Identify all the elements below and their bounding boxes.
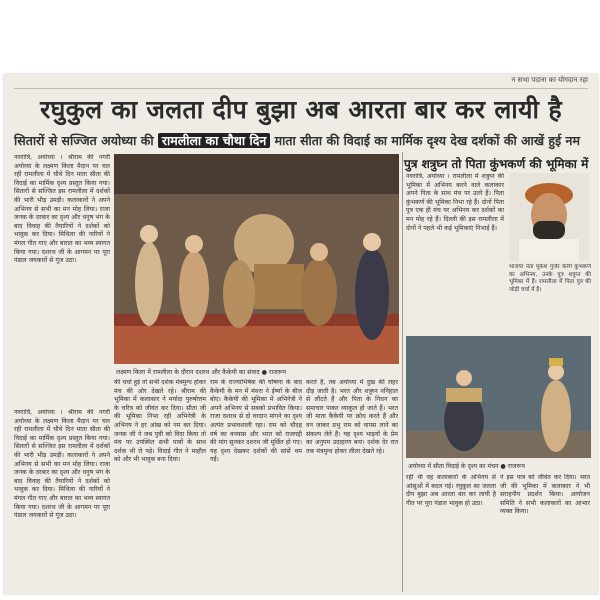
portrait-illustration bbox=[509, 173, 589, 261]
sita-vidai-illustration bbox=[406, 336, 591, 458]
stage-photo bbox=[114, 154, 399, 364]
article-column-5: रही थी वह कलाकारों के अभिनय से आंसुओं में बदल गई। रघुकुल का जलता दीप बुझा अब आरता बार कर लायी है गीत पर पूरा पंडाल भावुक हो उठा। bbox=[406, 474, 496, 507]
sidebar-title: पुत्र शत्रुघ्न तो पिता कुंभकर्ण की भूमिका में bbox=[404, 157, 589, 171]
article-column-2: की चर्चा हुई तो सभी दर्शक मंत्रमुग्ध होकर मंच की ओर देखते रहे। श्रीराम की भूमिका में कलाकार ने मर्यादा पुरुषोत्तम के चरित्र को जीवंत कर दिया। सीता जी की भूमिका निभा रही अभिनेत्री के अभिनय ने हर आंख को नम कर दिया। जनक जी ने जब पुत्री को विदा किया तो मंच पर उपस्थित सभी पात्रों के साथ दर्शक भी रो पड़े। विदाई गीत ने माहौल को और भी भावुक बना दिया। bbox=[114, 379, 206, 464]
subheadline bbox=[14, 132, 588, 149]
subhead-after: माता सीता की विदाई का मार्मिक दृश्य देख दर्शकों की आखें हुई नम bbox=[274, 133, 580, 148]
newspaper-clipping bbox=[4, 74, 598, 594]
article-column-1b: नवरात्रि, अयोध्या । श्रीराम की नगरी अयोध्या के लक्ष्मण किला मैदान पर चल रही रामलीला में चौथे दिन माता सीता की विदाई का मार्मिक दृश्य प्रस्तुत किया गया। सितारों से सज्जित इस रामलीला में दर्शकों की भारी भीड़ उमड़ी। कलाकारों ने अपने अभिनय से सभी का मन मोह लिया। राजा जनक के दरबार का दृश्य और धनुष भंग के बाद विवाह की तैयारियों ने दर्शकों को भावुक कर दिया। मिथिला की नारियों ने मंगल गीत गाए और बारात का भव्य स्वागत किया गया। दशरथ जी के आगमन पर पूरा पंडाल जयकारों से गूंज उठा। bbox=[14, 409, 110, 520]
portrait-photo bbox=[509, 173, 589, 261]
sidebar-body: नवरात्रि, अयोध्या । रामलीला में शत्रुघ्न की भूमिका में अभिनय करने वाले कलाकार अपने पिता के साथ मंच पर उतरे हैं। पिता कुंभकर्ण की भूमिका निभा रहे हैं। दोनों पिता पुत्र एक ही मंच पर अभिनय कर दर्शकों का मन मोह रहे हैं। दिल्ली की इस रामलीला में दोनों ने पहले भी कई भूमिकाएं निभाई हैं। bbox=[406, 173, 504, 232]
article-column-1: नवरात्रि, अयोध्या । श्रीराम की नगरी अयोध्या के लक्ष्मण किला मैदान पर चल रही रामलीला में चौथे दिन माता सीता की विदाई का मार्मिक दृश्य प्रस्तुत किया गया। सितारों से सज्जित इस रामलीला में दर्शकों की भारी भीड़ उमड़ी। कलाकारों ने अपने अभिनय से सभी का मन मोह लिया। राजा जनक के दरबार का दृश्य और धनुष भंग के बाद विवाह की तैयारियों ने दर्शकों को भावुक कर दिया। मिथिला की नारियों ने मंगल गीत गाए और बारात का भव्य स्वागत किया गया। दशरथ जी के आगमन पर पूरा पंडाल जयकारों से गूंज उठा। bbox=[14, 154, 110, 265]
stage-illustration bbox=[114, 154, 399, 364]
headline: रघुकुल का जलता दीप बुझा अब आरता बार कर लायी है bbox=[40, 95, 562, 124]
top-strip: न सभा पदाना का योगदान रहा bbox=[14, 76, 588, 89]
portrait-caption: भाजपा नेता मुकेश गुर्जर करेंगे कुंभकर्ण का अभिनय, उनके पुत्र शत्रुघ्न की भूमिका में हैं। रामलीला में पिता पुत्र की जोड़ी चर्चा में है। bbox=[509, 264, 591, 293]
article-column-3: राम के राज्याभिषेक की घोषणा के बाद कैकेयी के मन में मंथरा ने ईर्ष्या के बीज बोए। कैकेयी की भूमिका में अभिनेत्री ने अपने अभिनय से सबको प्रभावित किया। राजा दशरथ से दो वरदान मांगने का दृश्य अत्यंत प्रभावशाली रहा। राम को चौदह वर्ष का वनवास और भरत को राजगद्दी की मांग सुनकर दशरथ जी मूर्छित हो गए। यह दृश्य देखकर दर्शकों की सांसें थम गईं। bbox=[210, 379, 302, 464]
subhead-before: सितारों से सज्जित अयोध्या की bbox=[14, 133, 154, 148]
sita-vidai-photo bbox=[406, 336, 591, 458]
subhead-tag: रामलीला का चौथा दिन bbox=[158, 133, 270, 148]
main-photo-caption: लक्ष्मण किला में रामलीला के दौरान दशरथ और कैकेयी का संवाद ● राजरूप bbox=[116, 369, 287, 376]
right-photo-caption: अयोध्या में सीता विदाई के दृश्य का मंचन ● राजरूप bbox=[408, 463, 525, 470]
article-column-4: करते हैं, तब अयोध्या में दुख की लहर दौड़ जाती है। भरत और शत्रुघ्न ननिहाल से लौटते हैं और पिता के निधन का समाचार पाकर व्याकुल हो जाते हैं। भरत जी माता कैकेयी पर क्रोध करते हैं और वन जाकर प्रभु राम को वापस लाने का संकल्प लेते हैं। यह दृश्य भाइयों के प्रेम का अनुपम उदाहरण बना। दर्शक देर रात तक मंत्रमुग्ध होकर लीला देखते रहे। bbox=[306, 379, 398, 455]
article-column-6: ने इस पात्र को जीवंत कर दिया। भरत जी की भूमिका में कलाकार ने भी सराहनीय प्रदर्शन किया। आयोजन समिति ने सभी कलाकारों का आभार व्यक्त किया। bbox=[500, 474, 590, 516]
column-rule bbox=[402, 152, 403, 592]
